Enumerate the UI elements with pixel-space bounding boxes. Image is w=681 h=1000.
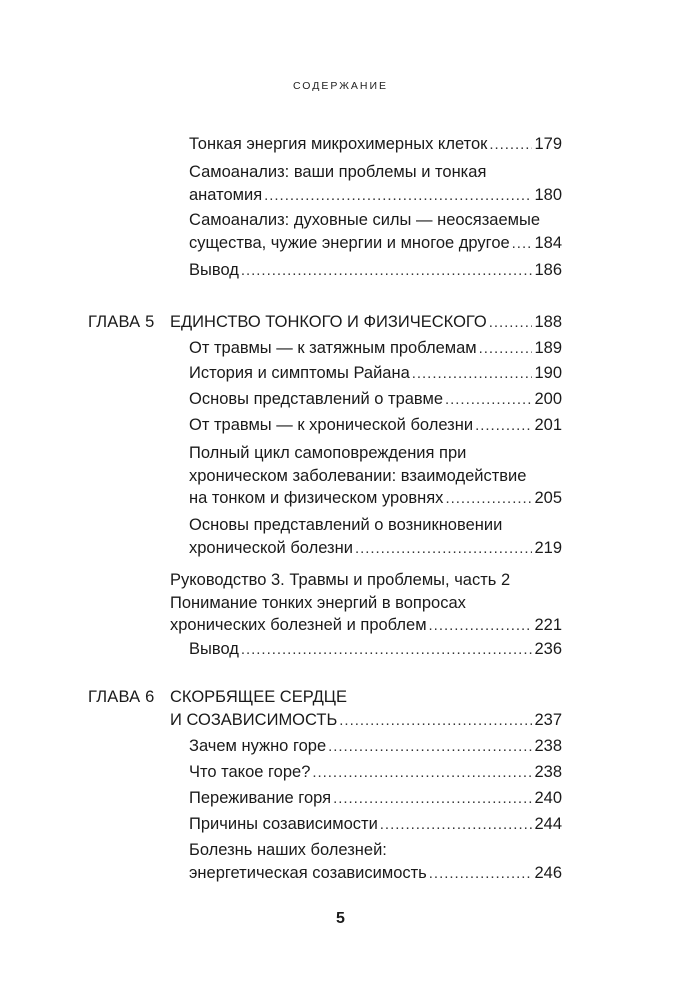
dot-leader bbox=[429, 613, 533, 638]
dot-leader bbox=[380, 812, 533, 837]
guide-page: 221 bbox=[534, 616, 562, 634]
toc-entry-title: От травмы — к затяжным проблемам bbox=[189, 339, 477, 357]
toc-entry-line1 bbox=[189, 838, 562, 863]
chapter-5-heading[interactable] bbox=[170, 310, 562, 335]
chapter-6-heading[interactable] bbox=[170, 708, 562, 733]
chapter-title: ЕДИНСТВО ТОНКОГО И ФИЗИЧЕСКОГО bbox=[170, 313, 487, 331]
toc-entry-page: 200 bbox=[534, 390, 562, 408]
toc-entry-line1 bbox=[189, 208, 562, 233]
chapter-title: СКОРБЯЩЕЕ СЕРДЦЕ bbox=[170, 688, 348, 706]
dot-leader bbox=[475, 413, 532, 438]
dot-leader bbox=[333, 786, 532, 811]
toc-entry-title: энергетическая созависимость bbox=[189, 864, 427, 882]
dot-leader bbox=[355, 536, 533, 561]
toc-entry-page: 219 bbox=[534, 539, 562, 557]
toc-entry[interactable] bbox=[189, 734, 562, 759]
chapter-6-heading-line1 bbox=[170, 685, 562, 710]
toc-entry-page: 205 bbox=[534, 489, 562, 507]
toc-entry-title: Болезнь наших болезней: bbox=[189, 841, 387, 859]
toc-entry-title: Вывод bbox=[189, 640, 239, 658]
guide-entry[interactable] bbox=[170, 613, 562, 638]
toc-entry[interactable] bbox=[189, 258, 562, 283]
dot-leader bbox=[489, 310, 533, 335]
toc-entry[interactable] bbox=[189, 183, 562, 208]
toc-entry-title: Основы представлений о возникновении bbox=[189, 516, 503, 534]
dot-leader bbox=[479, 336, 533, 361]
running-header: СОДЕРЖАНИЕ bbox=[292, 80, 389, 92]
dot-leader bbox=[429, 861, 533, 886]
toc-entry-line1 bbox=[189, 441, 562, 466]
toc-entry[interactable] bbox=[189, 413, 562, 438]
toc-entry[interactable] bbox=[189, 336, 562, 361]
toc-entry-title: хронической болезни bbox=[189, 539, 353, 557]
dot-leader bbox=[264, 183, 532, 208]
toc-entry-page: 179 bbox=[534, 135, 562, 153]
guide-title: Руководство 3. Травмы и проблемы, часть 2 bbox=[170, 571, 511, 589]
toc-entry-page: 189 bbox=[534, 339, 562, 357]
toc-entry-line1 bbox=[189, 160, 562, 185]
toc-entry[interactable] bbox=[189, 637, 562, 662]
toc-entry[interactable] bbox=[189, 387, 562, 412]
toc-entry-page: 236 bbox=[534, 640, 562, 658]
toc-entry[interactable] bbox=[189, 760, 562, 785]
toc-entry-title: Тонкая энергия микрохимерных клеток bbox=[189, 135, 488, 153]
toc-entry-page: 186 bbox=[534, 261, 562, 279]
toc-entry-title: Что такое горе? bbox=[189, 763, 311, 781]
toc-entry[interactable] bbox=[189, 231, 562, 256]
guide-line1 bbox=[170, 568, 562, 593]
dot-leader bbox=[512, 231, 533, 256]
toc-entry-title: Полный цикл самоповреждения при bbox=[189, 444, 467, 462]
toc-entry[interactable] bbox=[189, 132, 562, 157]
toc-entry-title: анатомия bbox=[189, 186, 263, 204]
dot-leader bbox=[445, 486, 532, 511]
toc-entry-title: История и симптомы Райана bbox=[189, 364, 410, 382]
toc-entry-page: 238 bbox=[534, 763, 562, 781]
dot-leader bbox=[445, 387, 532, 412]
toc-entry-title: Зачем нужно горе bbox=[189, 737, 327, 755]
page-number: 5 bbox=[336, 910, 345, 927]
toc-entry-title: хроническом заболевании: взаимодействие bbox=[189, 467, 527, 485]
toc-entry-title: Вывод bbox=[189, 261, 239, 279]
toc-entry-title: Причины созависимости bbox=[189, 815, 378, 833]
toc-entry-title: на тонком и физическом уровнях bbox=[189, 489, 444, 507]
toc-entry-page: 244 bbox=[534, 815, 562, 833]
guide-title: хронических болезней и проблем bbox=[170, 616, 427, 634]
toc-entry-page: 201 bbox=[534, 416, 562, 434]
toc-entry-title: От травмы — к хронической болезни bbox=[189, 416, 474, 434]
dot-leader bbox=[412, 361, 533, 386]
toc-entry[interactable] bbox=[189, 861, 562, 886]
toc-entry-title: Самоанализ: ваши проблемы и тонкая bbox=[189, 163, 487, 181]
chapter-6-label: ГЛАВА 6 bbox=[88, 688, 155, 706]
toc-entry[interactable] bbox=[189, 812, 562, 837]
chapter-page: 188 bbox=[534, 313, 562, 331]
dot-leader bbox=[489, 132, 532, 157]
toc-entry-line1 bbox=[189, 513, 562, 538]
toc-entry[interactable] bbox=[189, 361, 562, 386]
toc-entry-title: существа, чужие энергии и многое другое bbox=[189, 234, 510, 252]
guide-title: Понимание тонких энергий в вопросах bbox=[170, 594, 466, 612]
toc-entry[interactable] bbox=[189, 486, 562, 511]
toc-entry-page: 246 bbox=[534, 864, 562, 882]
chapter-5-label: ГЛАВА 5 bbox=[88, 313, 155, 331]
chapter-title: И СОЗАВИСИМОСТЬ bbox=[170, 711, 338, 729]
toc-entry-page: 238 bbox=[534, 737, 562, 755]
toc-entry[interactable] bbox=[189, 786, 562, 811]
toc-entry-page: 184 bbox=[534, 234, 562, 252]
toc-entry-title: Переживание горя bbox=[189, 789, 332, 807]
toc-entry-page: 240 bbox=[534, 789, 562, 807]
toc-entry-title: Основы представлений о травме bbox=[189, 390, 444, 408]
chapter-page: 237 bbox=[534, 711, 562, 729]
toc-entry-title: Самоанализ: духовные силы — неосязаемые bbox=[189, 211, 541, 229]
dot-leader bbox=[328, 734, 532, 759]
toc-entry-page: 190 bbox=[534, 364, 562, 382]
toc-entry[interactable] bbox=[189, 536, 562, 561]
dot-leader bbox=[241, 637, 533, 662]
dot-leader bbox=[339, 708, 532, 733]
dot-leader bbox=[312, 760, 532, 785]
toc-entry-page: 180 bbox=[534, 186, 562, 204]
dot-leader bbox=[241, 258, 533, 283]
